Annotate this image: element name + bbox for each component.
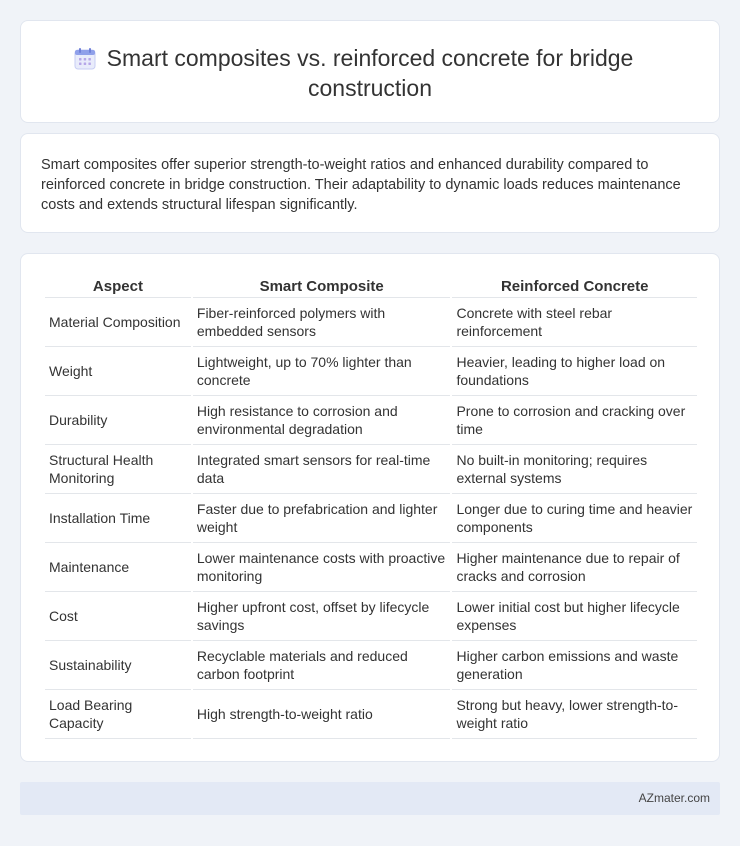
cell-smart-composite: High resistance to corrosion and environmental degradation [193,396,451,445]
table-header-row [45,276,697,298]
page-title: Smart composites vs. reinforced concrete for bridge construction [106,45,634,101]
cell-aspect: Material Composition [45,298,191,347]
cell-aspect: Sustainability [45,641,191,690]
table-row [45,592,697,641]
cell-aspect: Weight [45,347,191,396]
intro-paragraph: Smart composites offer superior strength-to-weight ratios and enhanced durability compared to reinforced concrete in bridge construction. Their adaptability to dynamic loads reduces maintenance costs and extends structural lifespan significantly. [41,157,681,213]
cell-aspect: Cost [45,592,191,641]
cell-smart-composite: Lower maintenance costs with proactive monitoring [193,543,451,592]
table-row [45,347,697,396]
cell-reinforced-concrete: Prone to corrosion and cracking over time [452,396,697,445]
table-row [45,298,697,347]
cell-reinforced-concrete: Concrete with steel rebar reinforcement [452,298,697,347]
cell-aspect: Structural Health Monitoring [45,445,191,494]
cell-smart-composite: Higher upfront cost, offset by lifecycle savings [193,592,451,641]
table-row [45,494,697,543]
intro-card [20,133,720,233]
table-row [45,396,697,445]
table-row [45,641,697,690]
cell-smart-composite: High strength-to-weight ratio [193,690,451,739]
cell-aspect: Maintenance [45,543,191,592]
cell-reinforced-concrete: Heavier, leading to higher load on foundations [452,347,697,396]
cell-aspect: Installation Time [45,494,191,543]
footer-site-label: AZmater.com [638,791,710,805]
cell-reinforced-concrete: Strong but heavy, lower strength-to-weight ratio [452,690,697,739]
comparison-card [20,253,720,762]
table-row [45,543,697,592]
header-smart-composite: Smart Composite [193,276,451,298]
cell-smart-composite: Lightweight, up to 70% lighter than concrete [193,347,451,396]
cell-smart-composite: Recyclable materials and reduced carbon footprint [193,641,451,690]
comparison-table [43,276,699,739]
table-row [45,690,697,739]
cell-reinforced-concrete: Higher maintenance due to repair of cracks and corrosion [452,543,697,592]
cell-reinforced-concrete: Longer due to curing time and heavier components [452,494,697,543]
footer-bar [20,782,720,815]
table-row [45,445,697,494]
cell-reinforced-concrete: Lower initial cost but higher lifecycle expenses [452,592,697,641]
header-reinforced-concrete: Reinforced Concrete [452,276,697,298]
cell-reinforced-concrete: No built-in monitoring; requires external systems [452,445,697,494]
cell-smart-composite: Integrated smart sensors for real-time data [193,445,451,494]
cell-smart-composite: Fiber-reinforced polymers with embedded sensors [193,298,451,347]
cell-smart-composite: Faster due to prefabrication and lighter weight [193,494,451,543]
cell-aspect: Load Bearing Capacity [45,690,191,739]
title-card [20,20,720,123]
cell-reinforced-concrete: Higher carbon emissions and waste generation [452,641,697,690]
header-aspect: Aspect [45,276,191,298]
cell-aspect: Durability [45,396,191,445]
